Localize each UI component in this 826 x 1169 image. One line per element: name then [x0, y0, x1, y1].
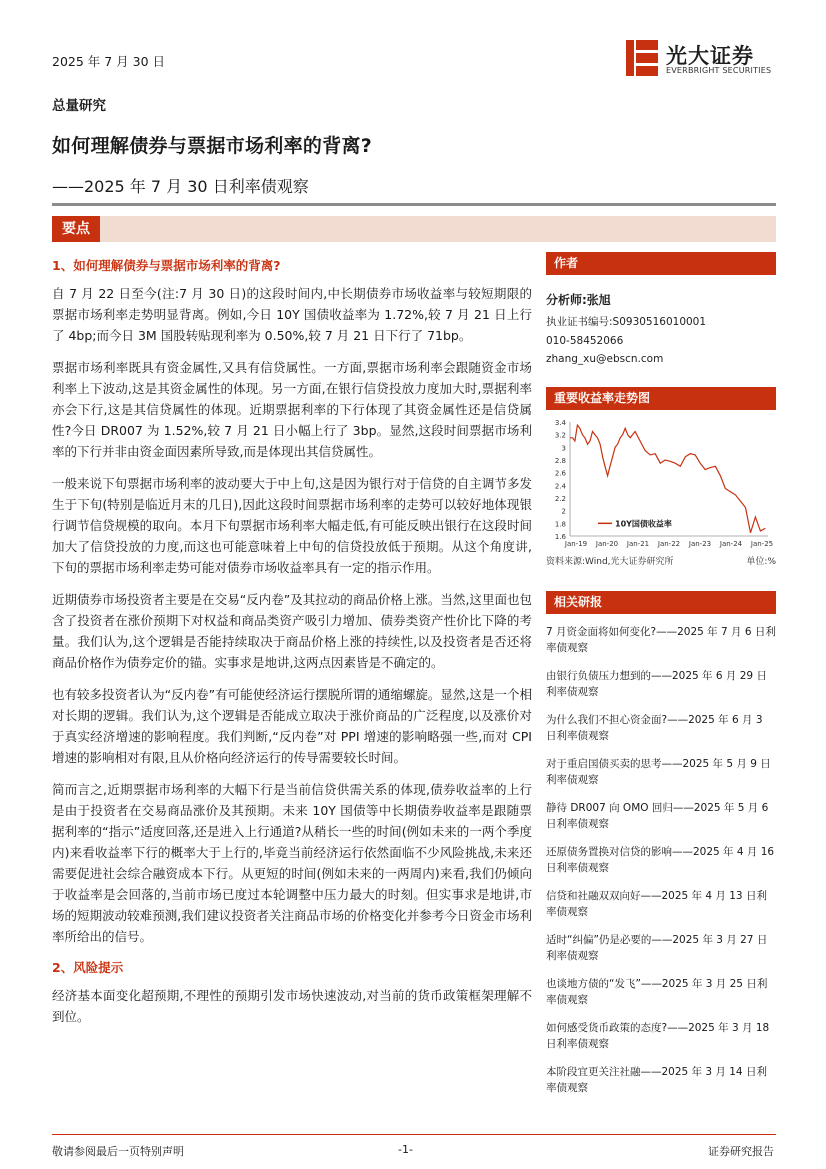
chart-source: 资料来源:Wind,光大证券研究所	[546, 557, 674, 567]
analyst-cert: 执业证书编号:S0930516010001	[546, 316, 707, 328]
brand-name-en: EVERBRIGHT SECURITIES	[666, 66, 772, 75]
chart-unit: 单位:%	[746, 557, 776, 567]
related-item[interactable]: 为什么我们不担心资金面?——2025 年 6 月 3 日利率债观察	[546, 714, 763, 742]
section-heading: 2、风险提示	[52, 960, 124, 975]
brand-name: 光大证券	[666, 44, 754, 68]
analyst-email[interactable]: zhang_xu@ebscn.com	[546, 353, 664, 365]
series-line	[570, 425, 765, 533]
author-bar: 作者	[546, 252, 776, 275]
report-date: 2025 年 7 月 30 日	[52, 54, 166, 69]
y-tick-label: 2.2	[554, 495, 566, 503]
x-tick-label: Jan-20	[595, 540, 619, 548]
y-tick-label: 1.8	[554, 520, 566, 529]
y-tick-label: 3.2	[554, 431, 566, 440]
y-tick-label: 2	[561, 507, 566, 516]
related-item[interactable]: 静待 DR007 向 OMO 回归——2025 年 5 月 6 日利率债观察	[546, 802, 769, 830]
yield-chart	[546, 414, 776, 554]
x-tick-label: Jan-25	[750, 540, 774, 548]
related-item[interactable]: 对于重启国债买卖的思考——2025 年 5 月 9 日利率债观察	[546, 758, 771, 786]
y-tick-label: 2.4	[554, 482, 566, 491]
footer-divider	[52, 1134, 776, 1135]
legend-label: 10Y国债收益率	[615, 519, 672, 529]
yield-chart-svg	[546, 414, 776, 554]
y-tick-label: 3	[561, 444, 566, 453]
y-tick-label: 3.4	[554, 419, 566, 427]
key-points-bar	[52, 216, 776, 242]
report-subtitle: ——2025 年 7 月 30 日利率债观察	[52, 177, 309, 196]
related-item[interactable]: 适时“纠偏”仍是必要的——2025 年 3 月 27 日利率债观察	[546, 934, 768, 962]
y-tick-label: 2.8	[554, 457, 566, 465]
analyst-phone: 010-58452066	[546, 335, 624, 347]
related-item[interactable]: 如何感受货币政策的态度?——2025 年 3 月 18 日利率债观察	[546, 1022, 770, 1050]
page-number: -1-	[398, 1143, 413, 1156]
x-tick-label: Jan-23	[688, 540, 712, 548]
section-heading: 1、如何理解债券与票据市场利率的背离?	[52, 258, 281, 273]
related-list	[546, 624, 776, 1096]
sidebar	[546, 252, 776, 1108]
related-item[interactable]: 也谈地方债的“发飞”——2025 年 3 月 25 日利率债观察	[546, 978, 768, 1006]
paragraph: 一般来说下旬票据市场利率的波动要大于中上旬,这是因为银行对于信贷的自主调节多发生于下旬(特别是临近月末的几日),因此这段时间票据市场利率的走势可以较好地体现银行调节信贷规模的取向。本月下旬票据市场利率大幅走低,有可能反映出银行在这段时间加大了信贷投放的力度,而这也可能意味着上中旬的信贷投放低于预期。从这个角度讲,下旬的票据市场利率走势可能对债券市场收益率具有一定的指示作用。	[52, 476, 532, 575]
x-tick-label: Jan-24	[719, 540, 743, 548]
x-tick-label: Jan-22	[657, 540, 681, 548]
x-tick-label: Jan-19	[564, 540, 588, 548]
related-item[interactable]: 7 月资金面将如何变化?——2025 年 7 月 6 日利率债观察	[546, 626, 776, 654]
related-item[interactable]: 本阶段宜更关注社融——2025 年 3 月 14 日利率债观察	[546, 1066, 767, 1094]
related-item[interactable]: 信贷和社融双双向好——2025 年 4 月 13 日利率债观察	[546, 890, 767, 918]
related-item[interactable]: 还原债务置换对信贷的影响——2025 年 4 月 16 日利率债观察	[546, 846, 775, 874]
footer-report-type: 证券研究报告	[708, 1145, 774, 1158]
chart-bar: 重要收益率走势图	[546, 387, 776, 410]
paragraph: 近期债券市场投资者主要是在交易“反内卷”及其拉动的商品价格上涨。当然,这里面也包含了投资者在涨价预期下对权益和商品类资产吸引力增加、债券类资产性价比下降的考量。我们认为,这个逻辑是否能持续取决于商品价格上涨的持续性,以及投资者是否还将商品价格作为债券定价的锚。实事求是地讲,这两点因素皆是不确定的。	[52, 592, 532, 670]
paragraph: 也有较多投资者认为“反内卷”有可能使经济运行摆脱所谓的通缩螺旋。显然,这是一个相对长期的逻辑。我们认为,这个逻辑是否能成立取决于涨价商品的广泛程度,以及涨价对于真实经济增速的影响程度。我们判断,“反内卷”对 PPI 增速的影响略强一些,而对 CPI 增速的影响相对有限,且从价格向经济运行的传导需要较长时间。	[52, 687, 532, 765]
paragraph: 经济基本面变化超预期,不理性的预期引发市场快速波动,对当前的货币政策框架理解不到位。	[52, 988, 532, 1024]
report-title: 如何理解债券与票据市场利率的背离?	[52, 135, 373, 157]
report-category: 总量研究	[52, 98, 106, 114]
y-tick-label: 1.6	[554, 533, 566, 541]
related-item[interactable]: 由银行负债压力想到的——2025 年 6 月 29 日利率债观察	[546, 670, 767, 698]
related-bar: 相关研报	[546, 591, 776, 614]
main-content	[52, 256, 532, 1038]
paragraph: 简而言之,近期票据市场利率的大幅下行是当前信贷供需关系的体现,债券收益率的上行是由于投资者在交易商品涨价及其预期。未来 10Y 国债等中长期债券收益率是跟随票据利率的“指示”适度回落,还是进入上行通道?从稍长一些的时间(例如未来的一两个季度内)来看收益率下行的概率大于上行的,毕竟当前经济运行依然面临不少风险挑战,未来还需要促进社会综合融资成本下行。从更短的时间(例如未来的一两周内)来看,我们仍倾向于收益率是会回落的,当前市场已度过本轮调整中压力最大的时刻。但实事求是地讲,市场的短期波动较难预测,我们建议投资者关注商品市场的价格变化并参考今日资金市场利率所给出的信号。	[52, 782, 532, 944]
title-divider	[52, 203, 776, 206]
analyst-name: 分析师:张旭	[546, 293, 611, 307]
paragraph: 自 7 月 22 日至今(注:7 月 30 日)的这段时间内,中长期债券市场收益率与较短期限的票据市场利率走势明显背离。例如,今日 10Y 国债收益率为 1.72%,较 7 月 21 日上行了 4bp;而今日 3M 国股转贴现利率为 0.50%,较 7 月 21 日下行了 71bp。	[52, 286, 532, 343]
x-tick-label: Jan-21	[626, 540, 650, 548]
y-tick-label: 2.6	[554, 469, 566, 478]
footer-disclaimer: 敬请参阅最后一页特别声明	[52, 1145, 184, 1158]
paragraph: 票据市场利率既具有资金属性,又具有信贷属性。一方面,票据市场利率会跟随资金市场利率上下波动,这是其资金属性的体现。另一方面,在银行信贷投放力度加大时,票据利率亦会下行,这是其信贷属性的体现。近期票据利率的下行体现了其资金属性还是信贷属性?今日 DR007 为 1.52%,较 7 月 21 日小幅上行了 3bp。显然,这段时间票据市场利率的下行并非由资金面因素所导致,而是体现出其信贷属性。	[52, 360, 532, 459]
key-points-label: 要点	[52, 216, 100, 242]
